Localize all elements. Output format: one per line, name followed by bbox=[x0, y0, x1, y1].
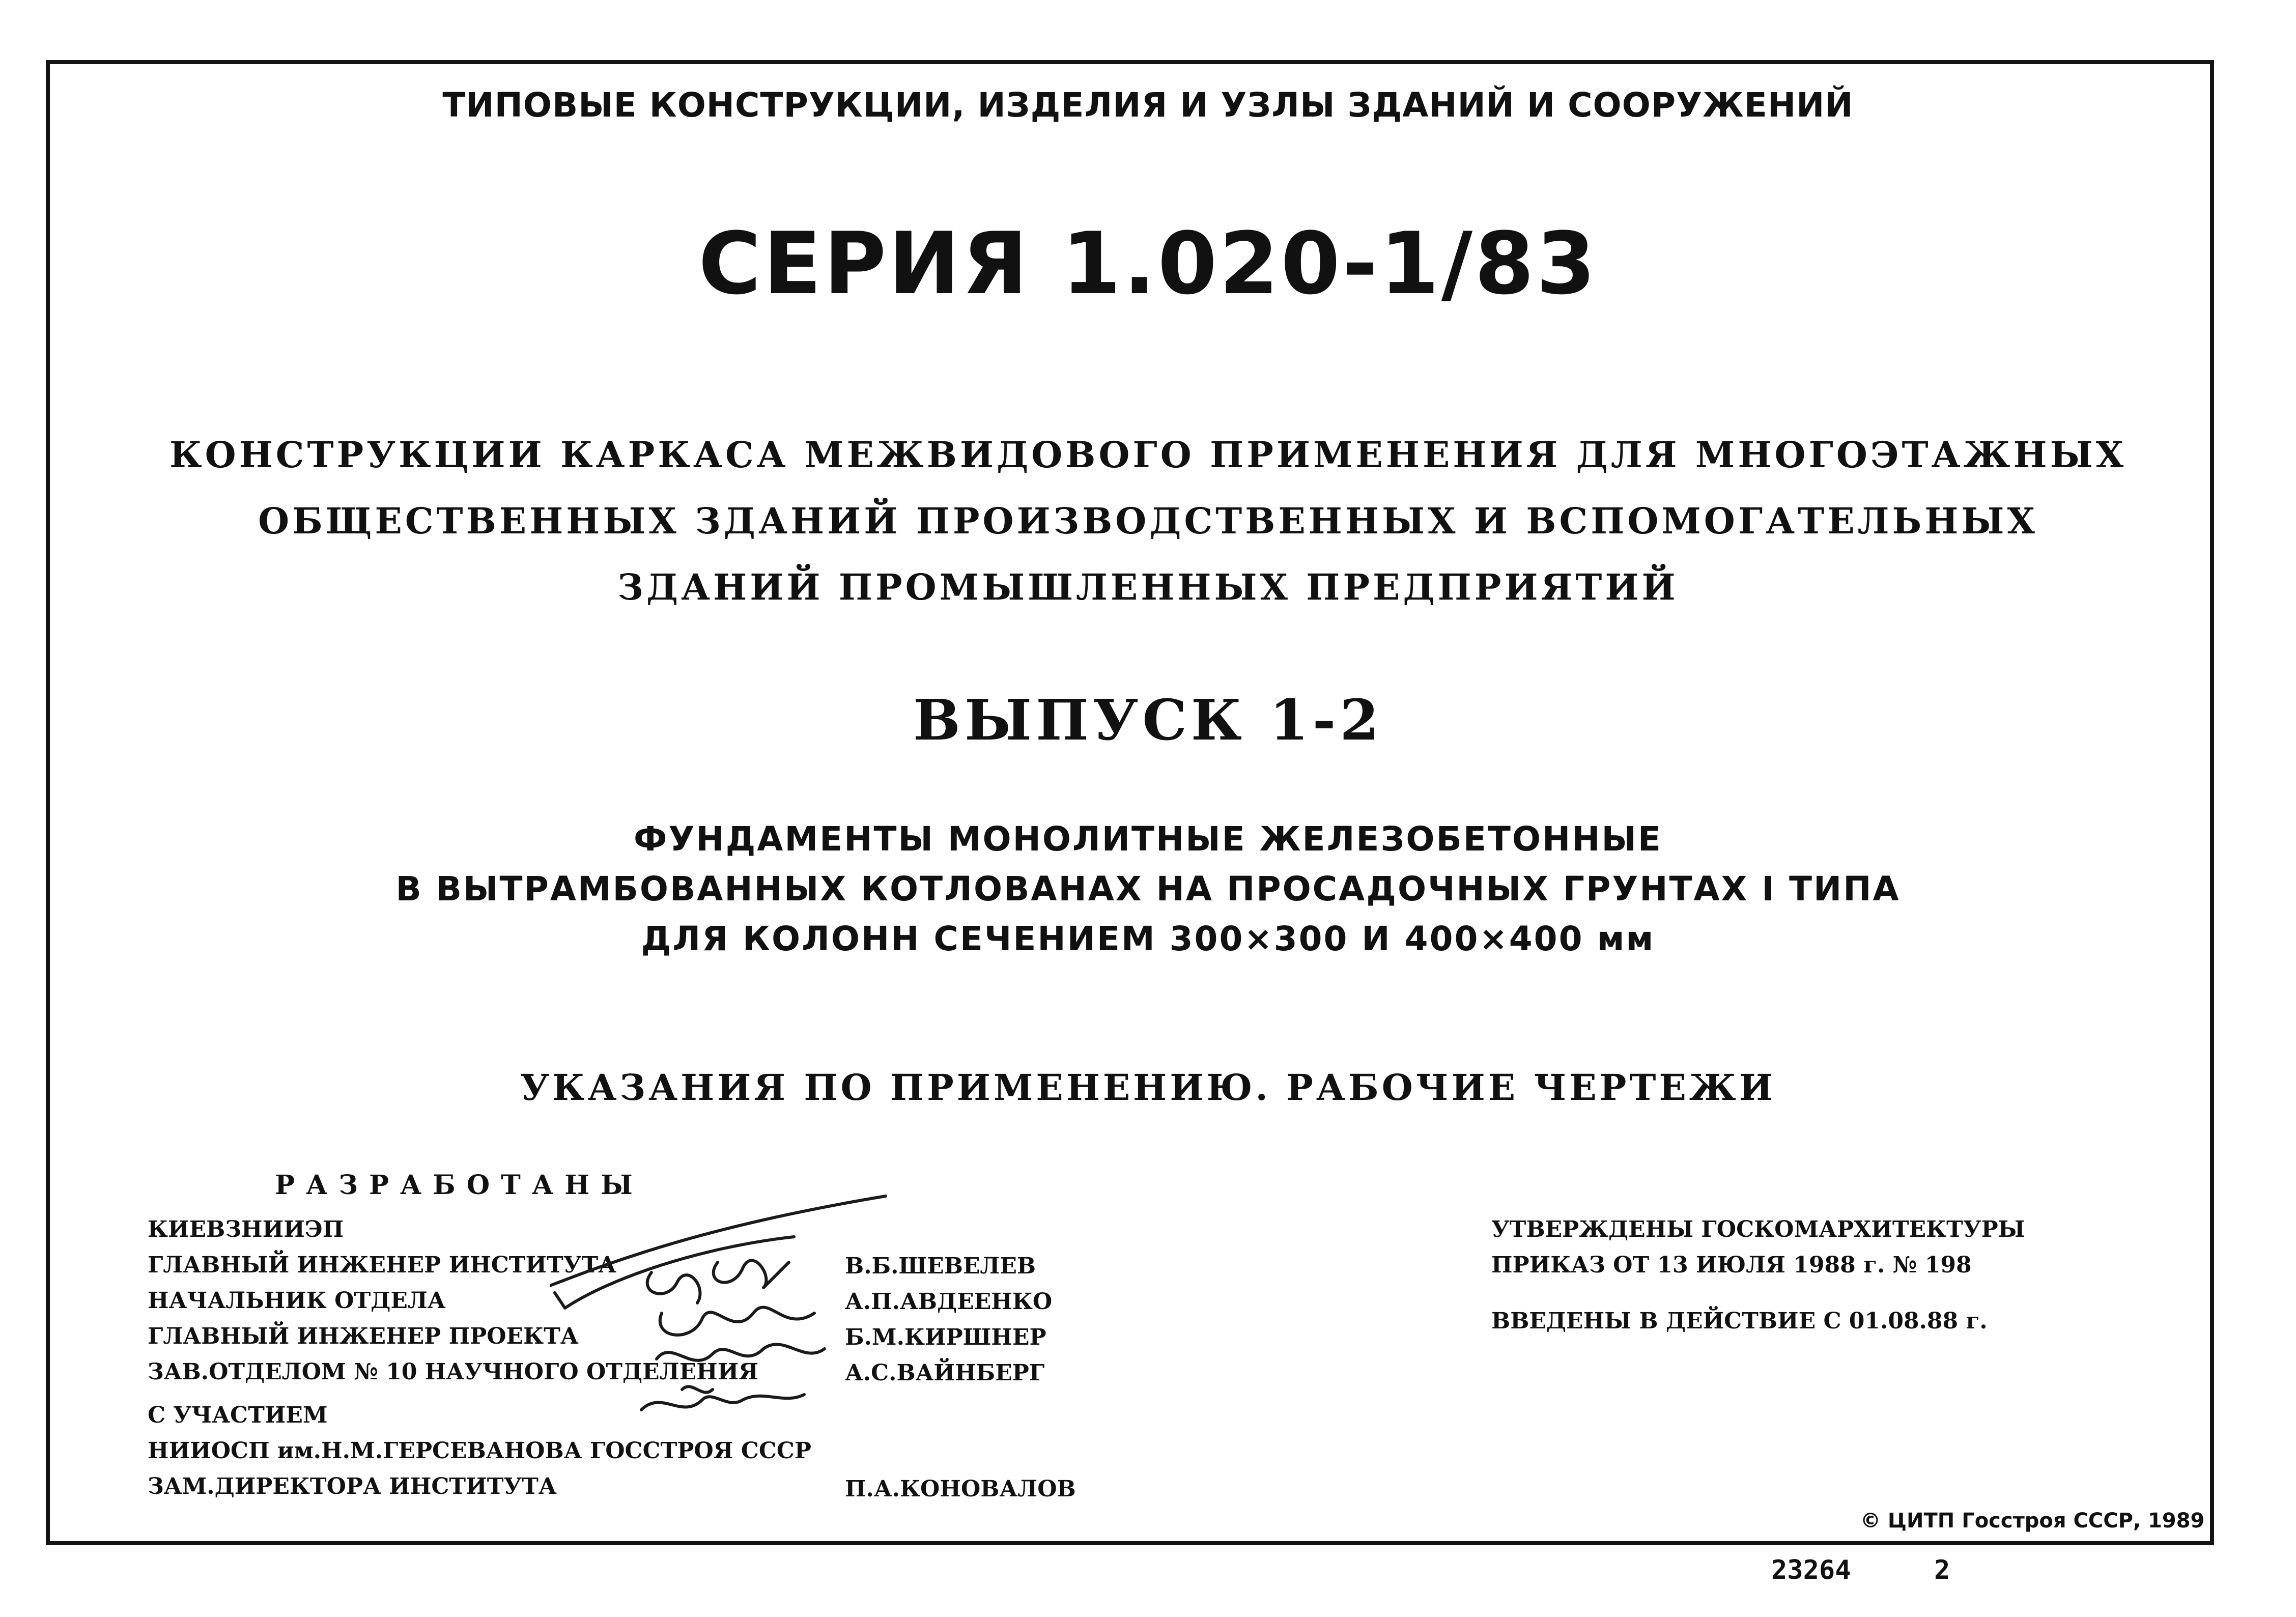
subtitle-line-1: КОНСТРУКЦИИ КАРКАСА МЕЖВИДОВОГО ПРИМЕНЕНИЯ ДЛЯ МНОГОЭТАЖНЫХ bbox=[169, 434, 2127, 476]
subtitle-line-3: ЗДАНИЙ ПРОМЫШЛЕННЫХ ПРЕДПРИЯТИЙ bbox=[617, 566, 1679, 608]
issue-description-line-1: ФУНДАМЕНТЫ МОНОЛИТНЫЕ ЖЕЛЕЗОБЕТОННЫЕ bbox=[634, 819, 1662, 859]
participation-label: С УЧАСТИЕМ bbox=[148, 1402, 328, 1428]
name-avdeenko: А.П.АВДЕЕНКО bbox=[845, 1289, 1053, 1315]
series-title: СЕРИЯ 1.020-1/83 bbox=[698, 214, 1598, 314]
approval-line-1: УТВЕРЖДЕНЫ ГОСКОМАРХИТЕКТУРЫ bbox=[1491, 1216, 2025, 1242]
issue-title: ВЫПУСК 1-2 bbox=[913, 687, 1383, 753]
standard-designs-header: ТИПОВЫЕ КОНСТРУКЦИИ, ИЗДЕЛИЯ И УЗЛЫ ЗДАНИЙ И СООРУЖЕНИЙ bbox=[442, 86, 1854, 125]
handwritten-signatures bbox=[550, 1186, 967, 1430]
issue-description-line-3: ДЛЯ КОЛОНН СЕЧЕНИЕМ 300×300 И 400×400 мм bbox=[641, 919, 1655, 958]
partner-role: ЗАМ.ДИРЕКТОРА ИНСТИТУТА bbox=[148, 1473, 557, 1499]
usage-instructions-title: УКАЗАНИЯ ПО ПРИМЕНЕНИЮ. РАБОЧИЕ ЧЕРТЕЖИ bbox=[520, 1066, 1776, 1109]
developer-institute: КИЕВЗНИИЭП bbox=[148, 1216, 344, 1242]
issue-description-line-2: В ВЫТРАМБОВАННЫХ КОТЛОВАНАХ НА ПРОСАДОЧНЫХ ГРУНТАХ I ТИПА bbox=[395, 869, 1901, 909]
name-konovalov: П.А.КОНОВАЛОВ bbox=[845, 1476, 1076, 1502]
copyright-notice: © ЦИТП Госстроя СССР, 1989 bbox=[1860, 1509, 2205, 1533]
approval-line-3: ВВЕДЕНЫ В ДЕЙСТВИЕ С 01.08.88 г. bbox=[1491, 1308, 1988, 1334]
approval-line-2: ПРИКАЗ ОТ 13 ИЮЛЯ 1988 г. № 198 bbox=[1491, 1252, 1972, 1278]
developers-heading: РАЗРАБОТАНЫ bbox=[275, 1170, 644, 1201]
name-kirshner: Б.М.КИРШНЕР bbox=[845, 1324, 1046, 1350]
partner-institute: НИИОСП им.Н.М.ГЕРСЕВАНОВА ГОССТРОЯ СССР bbox=[148, 1438, 812, 1464]
role-head-of-department: НАЧАЛЬНИК ОТДЕЛА bbox=[148, 1288, 446, 1314]
page-number: 2 bbox=[1934, 1555, 1950, 1585]
document-number: 23264 bbox=[1771, 1555, 1851, 1585]
role-chief-project-engineer: ГЛАВНЫЙ ИНЖЕНЕР ПРОЕКТА bbox=[148, 1323, 579, 1349]
role-head-of-science-department: ЗАВ.ОТДЕЛОМ № 10 НАУЧНОГО ОТДЕЛЕНИЯ bbox=[148, 1359, 759, 1385]
role-chief-engineer-institute: ГЛАВНЫЙ ИНЖЕНЕР ИНСТИТУТА bbox=[148, 1252, 617, 1278]
name-vainberg: А.С.ВАЙНБЕРГ bbox=[845, 1360, 1045, 1386]
subtitle-line-2: ОБЩЕСТВЕННЫХ ЗДАНИЙ ПРОИЗВОДСТВЕННЫХ И ВСПОМОГАТЕЛЬНЫХ bbox=[258, 500, 2038, 542]
name-shevelev: В.Б.ШЕВЕЛЕВ bbox=[845, 1253, 1036, 1279]
